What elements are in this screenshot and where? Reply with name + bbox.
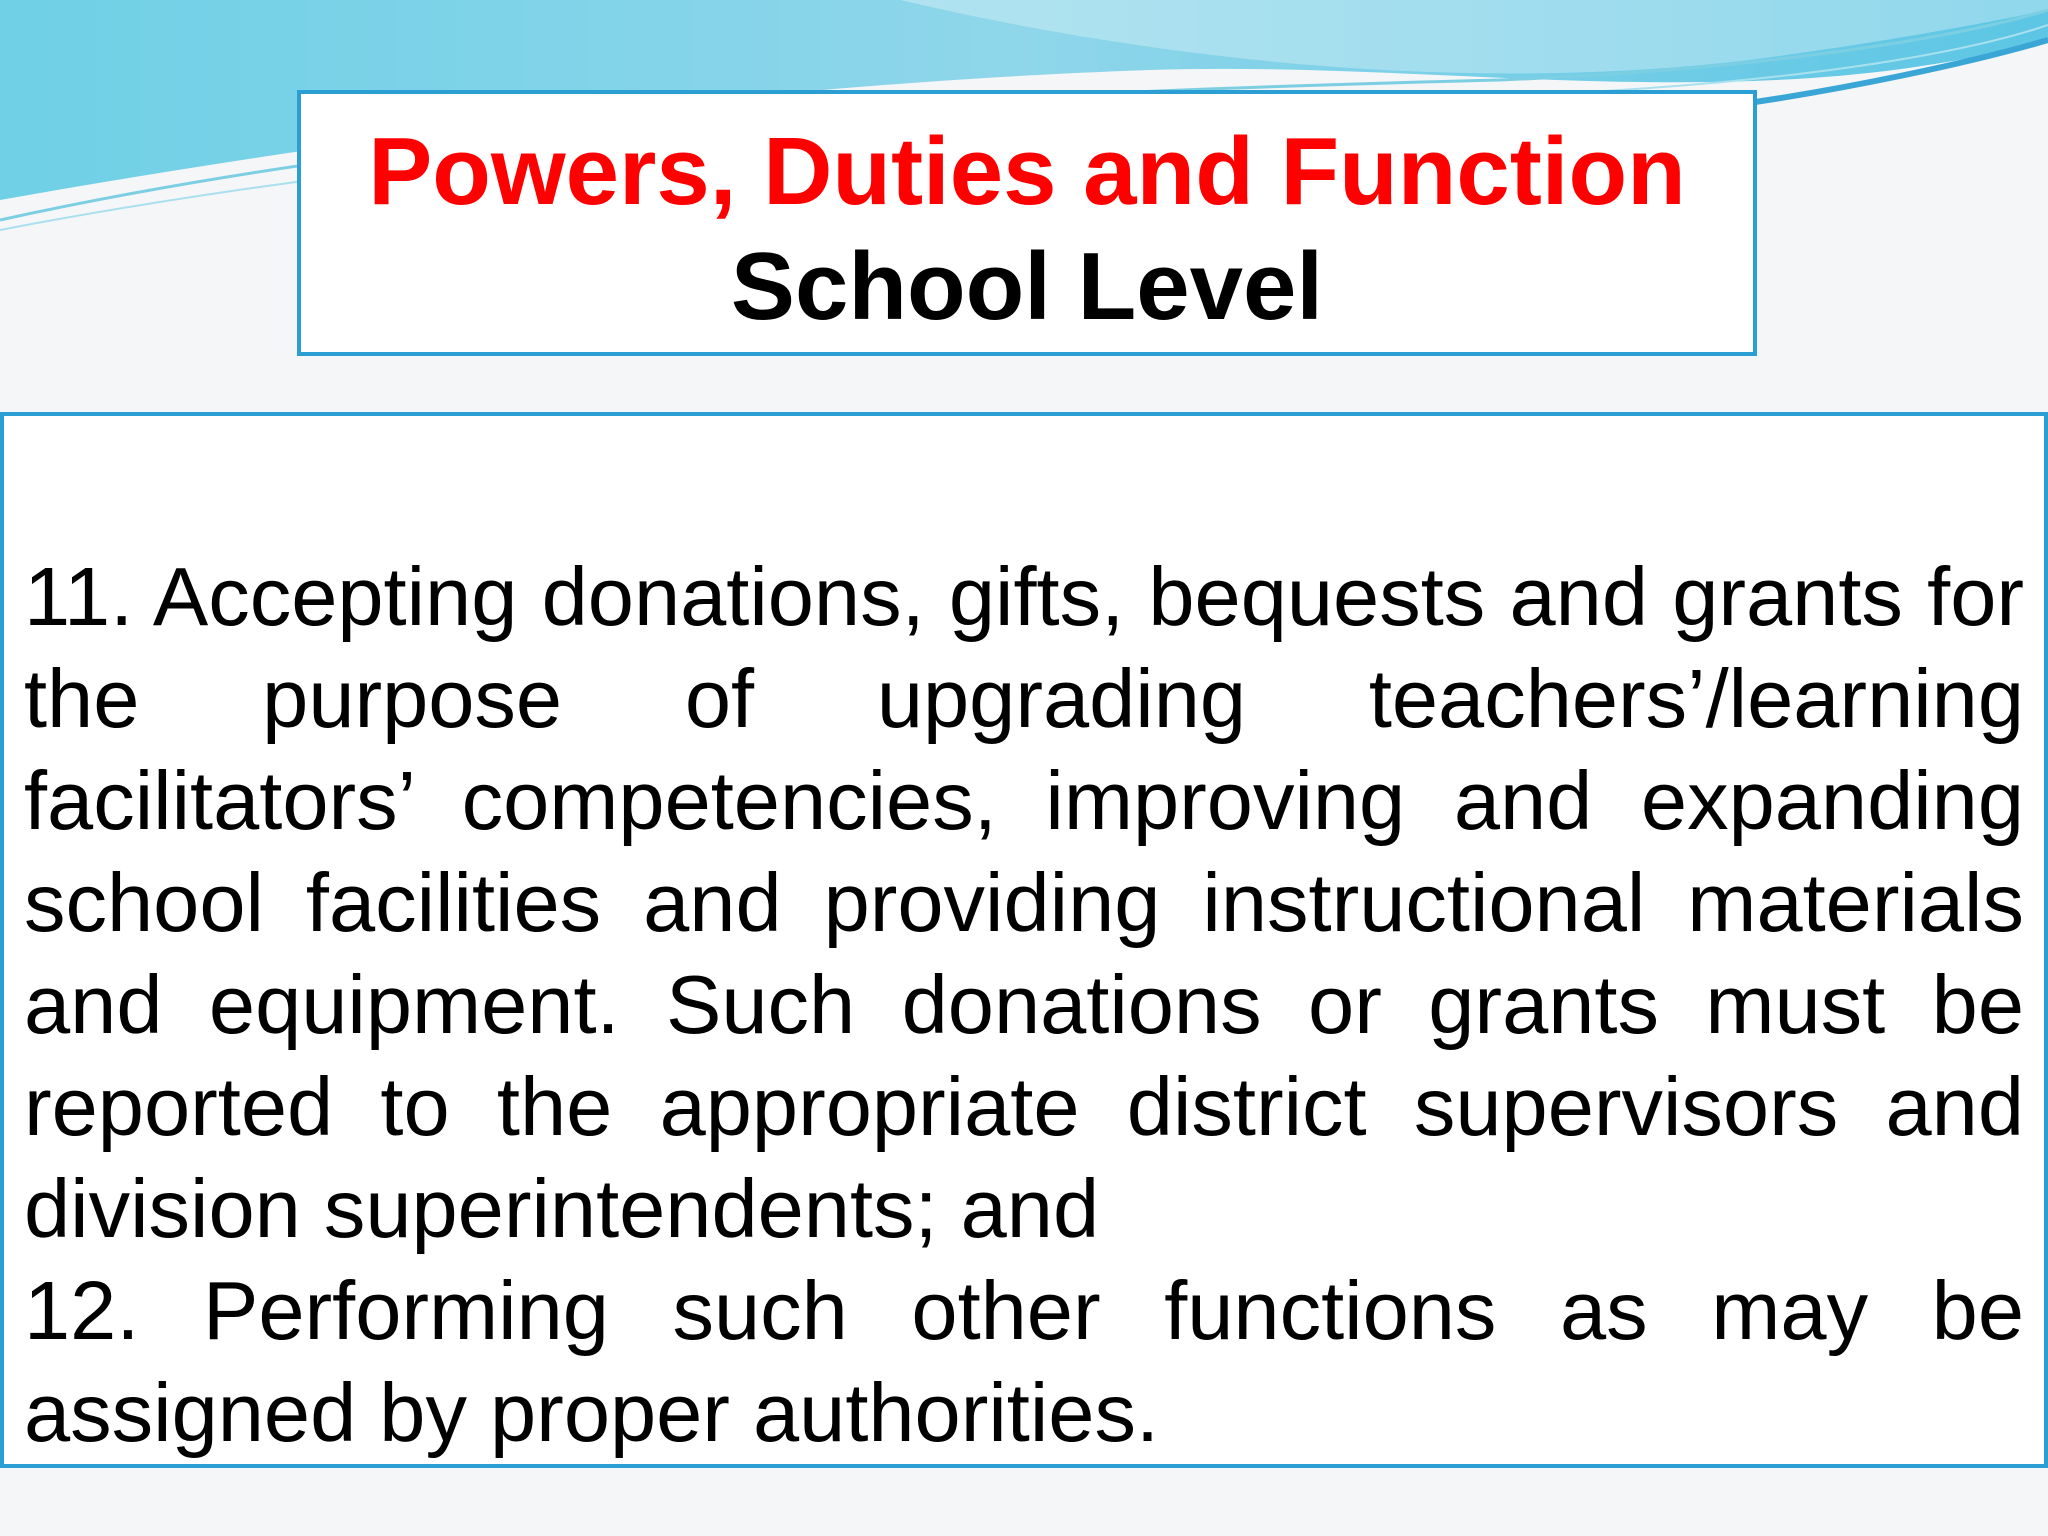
slide-subtitle: School Level: [730, 233, 1324, 340]
title-box: [297, 90, 1757, 356]
content-text: [24, 546, 2024, 1464]
slide-title: Powers, Duties and Function: [368, 118, 1686, 225]
content-box: [0, 412, 2048, 1468]
list-item-12: 12. Performing such other functions as may be assigned by proper authorities.: [24, 1264, 2024, 1459]
list-item-11: 11. Accepting donations, gifts, bequests and grants for the purpose of upgrading teachers’/learning facilitators’ competencies, improving and expanding school facilities and providing instructional materials and equipment. Such donations or grants must be reported to the appropriate district supervisors and division superintendents; and: [24, 550, 2024, 1255]
